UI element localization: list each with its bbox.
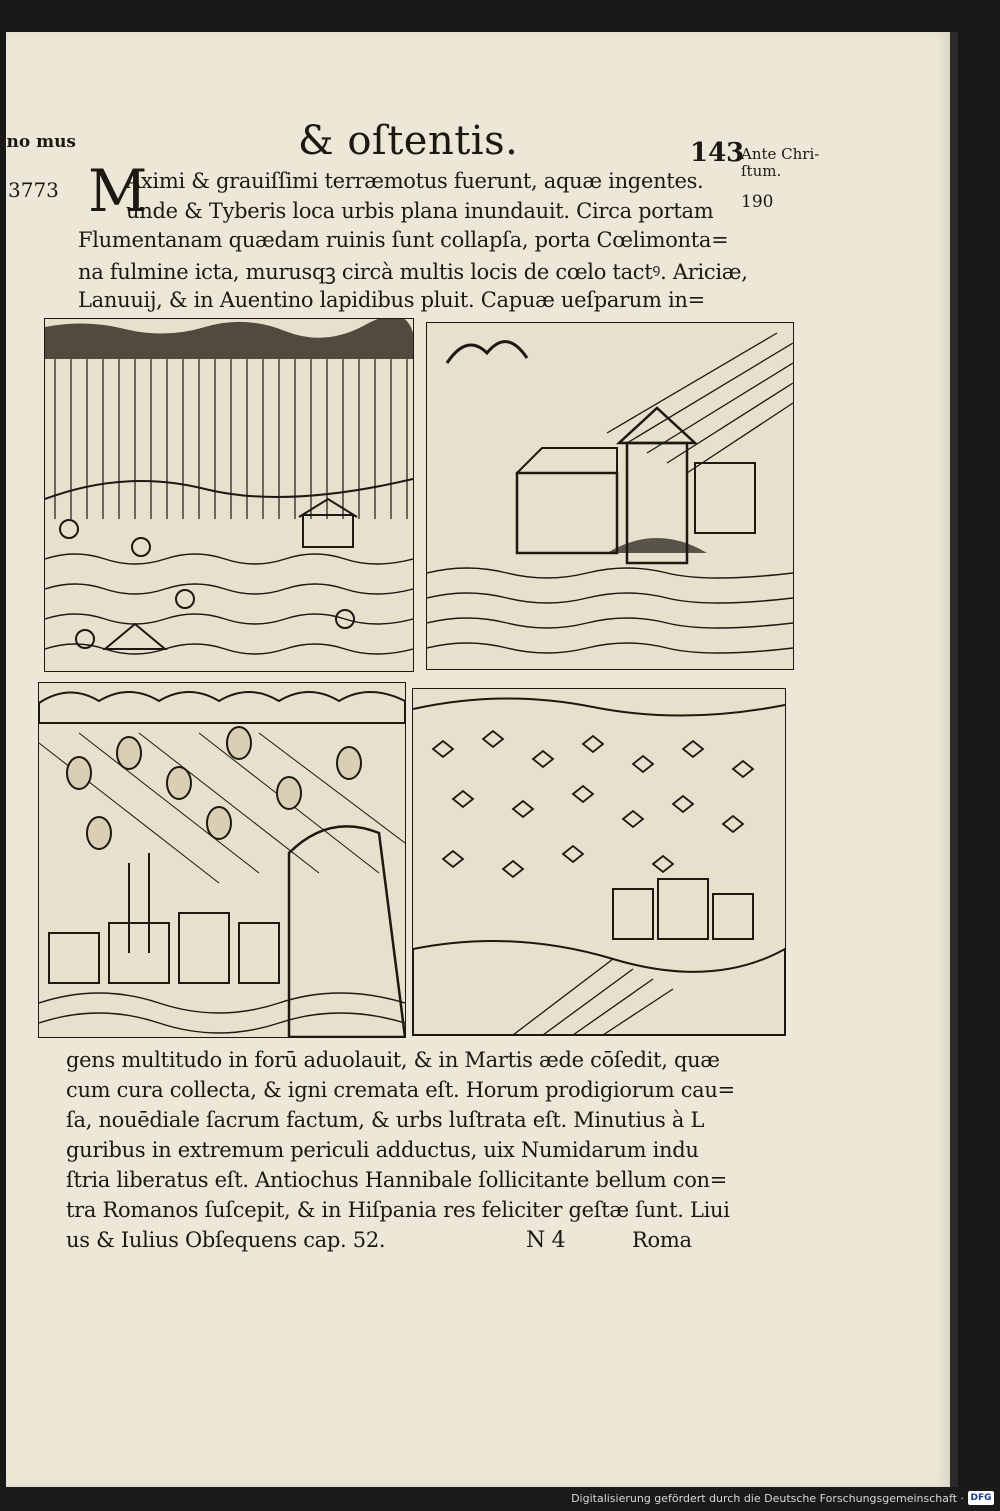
previous-page-bleed-text: ino mus [0, 132, 76, 152]
running-title: & oſtentis. [298, 118, 519, 164]
drop-cap: M [88, 157, 148, 225]
signature-mark: N 4 [526, 1228, 566, 1253]
margin-note-ante-christum: Ante Chri- ſtum. [741, 145, 820, 180]
margin-year-world: 3773 [8, 178, 59, 202]
dfg-logo: DFG [968, 1491, 994, 1505]
text-line: unde & Tyberis loca urbis plana inundauit. Circa portam [126, 199, 714, 223]
page-edge [950, 32, 958, 1487]
text-line: cum cura collecta, & igni cremata eſt. Horum prodigiorum cau= [66, 1078, 735, 1102]
text-line: Lanuuij, & in Auentino lapidibus pluit. Capuæ ueſparum in= [78, 288, 705, 312]
text-line: gens multitudo in forū aduolauit, & in Martis æde cōſedit, quæ [66, 1048, 720, 1072]
catchword: Roma [632, 1228, 692, 1252]
text-line: guribus in extremum periculi adductus, uix Numidarum indu [66, 1138, 699, 1162]
margin-year-bc: 190 [741, 192, 774, 212]
text-line: ſa, nouēdiale ſacrum factum, & urbs luſtrata eſt. Minutius à L [66, 1108, 705, 1132]
funding-notice: Digitalisierung gefördert durch die Deutsche Forschungsgemeinschaft · [571, 1492, 964, 1505]
text-line: Flumentanam quædam ruinis ſunt collapſa, porta Cœlimonta= [78, 228, 729, 252]
text-line: ſtria liberatus eſt. Antiochus Hannibale ſollicitante bellum con= [66, 1168, 728, 1192]
folio-number: 143 [690, 138, 745, 168]
woodcut-flood [44, 318, 414, 672]
text-line: tra Romanos ſuſcepit, & in Hiſpania res feliciter geſtæ ſunt. Liui [66, 1198, 730, 1222]
woodcut-fortress [426, 322, 794, 670]
text-line: Aximi & grauiſſimi terræmotus fuerunt, aquæ ingentes. [126, 169, 704, 193]
woodcut-wasp-swarm [412, 688, 786, 1036]
text-line: us & Iulius Obſequens cap. 52. [66, 1228, 386, 1252]
text-line: na fulmine icta, murusqꝫ circà multis locis de cœlo tactꝰ. Ariciæ, [78, 260, 748, 284]
woodcut-stone-rain [38, 682, 406, 1038]
